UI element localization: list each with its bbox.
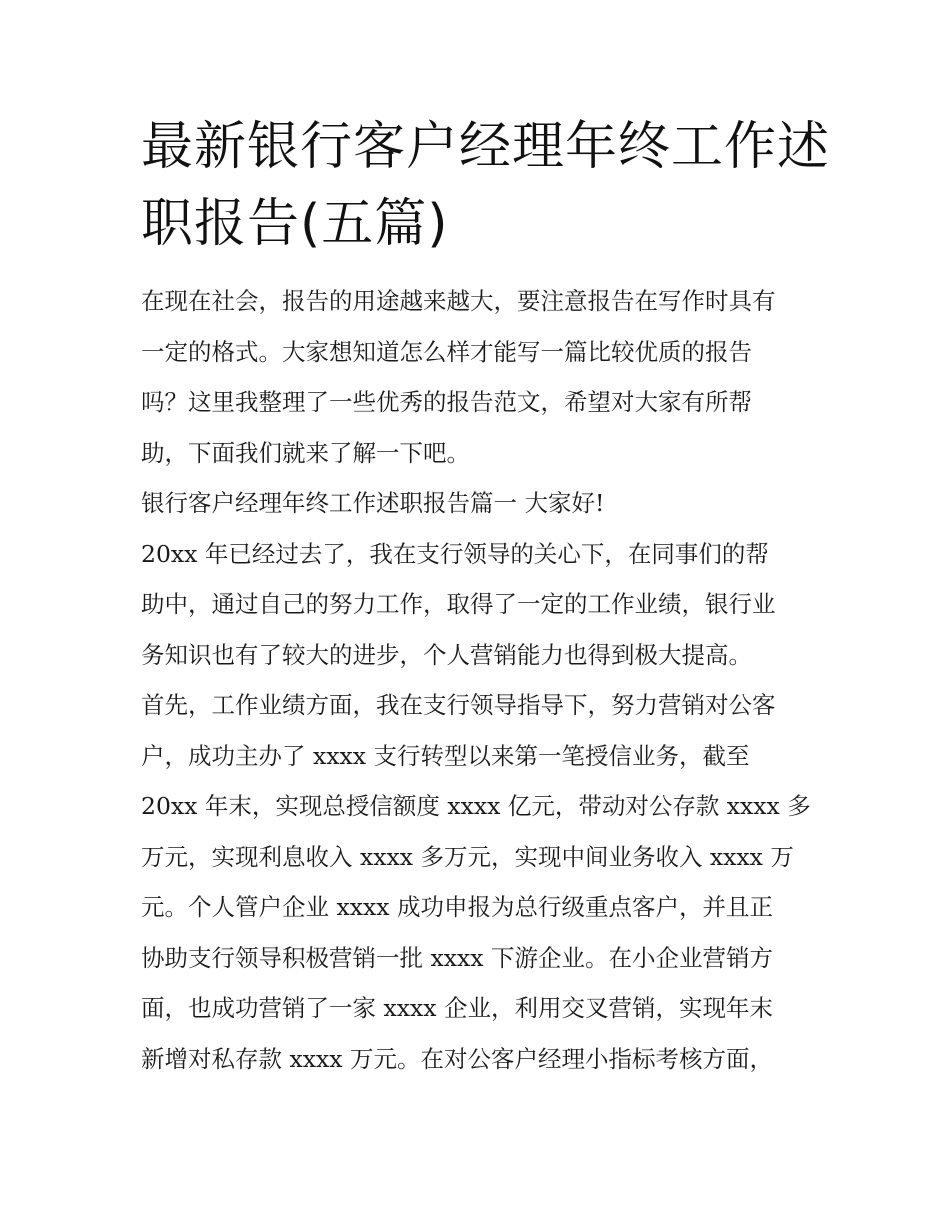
body-line-6: 20xx 年末，实现总授信额度 xxxx 亿元，带动对公存款 xxxx 多 — [141, 792, 811, 820]
body-line-2: 助中，通过自己的努力工作，取得了一定的工作业绩，银行业 — [141, 590, 776, 618]
intro-line-4: 助，下面我们就来了解一下吧。 — [141, 439, 470, 467]
body-line-11: 新增对私存款 xxxx 万元。在对公客户经理小指标考核方面， — [141, 1045, 773, 1073]
body-line-4: 首先，工作业绩方面，我在支行领导指导下，努力营销对公客 — [141, 691, 776, 719]
body-line-10: 面，也成功营销了一家 xxxx 企业，利用交叉营销，实现年末 — [141, 994, 773, 1022]
intro-line-3: 吗？这里我整理了一些优秀的报告范文，希望对大家有所帮 — [141, 388, 752, 416]
body-line-8: 元。个人管户企业 xxxx 成功申报为总行级重点客户，并且正 — [141, 893, 773, 921]
body-line-9: 协助支行领导积极营销一批 xxxx 下游企业。在小企业营销方 — [141, 944, 773, 972]
body-line-5: 户，成功主办了 xxxx 支行转型以来第一笔授信业务，截至 — [141, 742, 750, 770]
document-title-line-2: 职报告(五篇) — [141, 194, 449, 254]
body-line-3: 务知识也有了较大的进步，个人营销能力也得到极大提高。 — [141, 641, 752, 669]
intro-line-2: 一定的格式。大家想知道怎么样才能写一篇比较优质的报告 — [141, 338, 752, 366]
intro-line-1: 在现在社会，报告的用途越来越大，要注意报告在写作时具有 — [141, 287, 776, 315]
section-heading-line: 银行客户经理年终工作述职报告篇一 大家好! — [141, 489, 605, 517]
document-title-line-1: 最新银行客户经理年终工作述 — [141, 117, 831, 177]
body-line-1: 20xx 年已经过去了，我在支行领导的关心下，在同事们的帮 — [141, 540, 769, 568]
body-line-7: 万元，实现利息收入 xxxx 多万元，实现中间业务收入 xxxx 万 — [141, 843, 794, 871]
